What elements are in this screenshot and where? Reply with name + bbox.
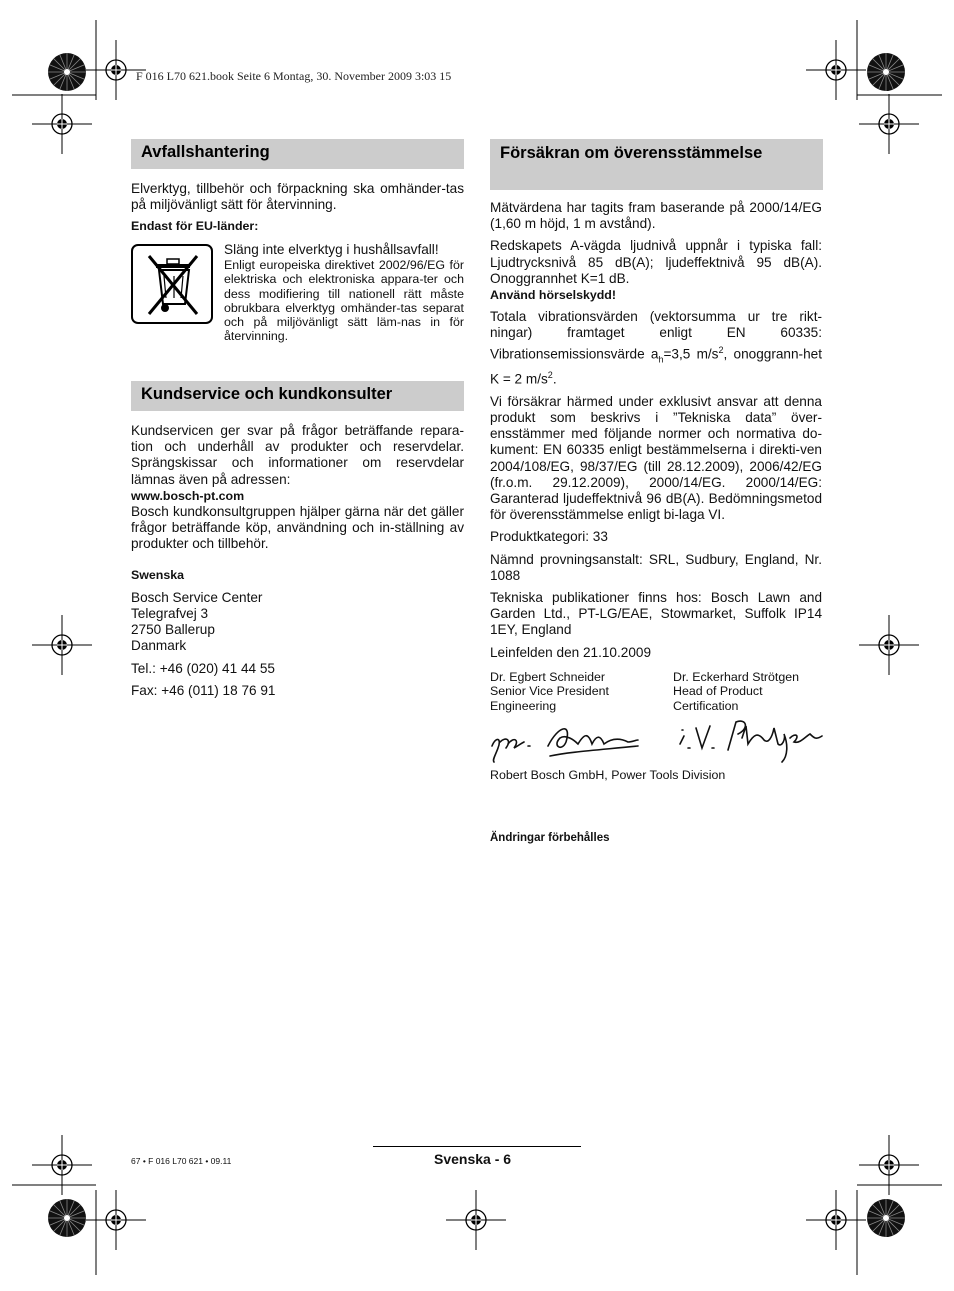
signer-title: Head of Product xyxy=(673,684,763,699)
vibration-values: Totala vibrationsvärden (vektorsumma ur tre rikt-ningar) framtaget enligt EN 60335: Vibrationsemissionsvärde $a_h=3,5$ $m/s^2$, onoggrann-het K = 2 $m/s^2$. xyxy=(490,309,822,387)
signer-1 xyxy=(490,670,660,713)
disposal-warning: Släng inte elverktyg i hushållsavfall! xyxy=(224,242,439,257)
signer-name: Dr. Egbert Schneider xyxy=(490,670,606,684)
place-date: Leinfelden den 21.10.2009 xyxy=(490,644,652,660)
technical-file: Tekniska publikationer finns hos: Bosch Lawn and Garden Ltd., PT-LG/EAE, Stowmarket, Suffolk IP14 1EY, England xyxy=(490,590,822,638)
registration-mark-icon xyxy=(32,94,92,154)
signature-strotgen xyxy=(676,714,826,766)
color-wheel-icon xyxy=(867,1199,905,1237)
color-wheel-icon xyxy=(48,1199,86,1237)
conformity-statement: Vi försäkrar härmed under exklusivt ansvar att denna produkt som beskrivs i ”Tekniska data” över-ensstämmer med följande normer och normativa do-kument: EN 60335 enligt bestämmelserna i direkti-ven 2004/108/EG, 98/37/EG (till 28.12.2009), 2006/42/EG (fr.o.m. 29.12.2009), 2000/14/EG. 2000/14/EG: Garanterad ljudeffektnivå 96 dB(A). Bedömningsmetod för överensstämmelse enligt bi-laga VI. xyxy=(490,393,822,523)
kundkonsult-text: Bosch kundkonsultgruppen hjälper gärna när det gäller frågor beträffande köp, användning och in-ställning av produkter och tillbehör. xyxy=(131,504,464,552)
changes-reserved: Ändringar förbehålles xyxy=(490,832,610,844)
signer-2 xyxy=(673,670,833,713)
file-info-header: F 016 L70 621.book Seite 6 Montag, 30. November 2009 3:03 15 xyxy=(136,69,452,83)
signer-name: Dr. Eckerhard Strötgen xyxy=(673,670,800,684)
address-line: Danmark xyxy=(131,638,187,654)
signer-department: Engineering xyxy=(490,698,557,713)
disposal-directive: Enligt europeiska direktivet 2002/96/EG för elektriska och elektroniska appara-ter och dess modifiering till nationell rätt måste obrukbara elverktyg omhänder-tas separat och på miljövänligt sätt läm-nas in för återvinning. xyxy=(224,258,464,344)
avfall-intro: Elverktyg, tillbehör och förpackning ska omhänder-tas på miljövänligt sätt för återvinning. xyxy=(131,181,464,213)
avfall-block xyxy=(131,181,464,235)
measurement-basis: Mätvärdena har tagits fram baserande på 2000/14/EG (1,60 m höjd, 1 m avstånd). xyxy=(490,200,822,232)
signer-department: Certification xyxy=(673,698,739,713)
section-title-forsakran: Försäkran om överensstämmelse xyxy=(490,139,823,190)
registration-mark-icon xyxy=(859,94,919,154)
website-link[interactable]: www.bosch-pt.com xyxy=(131,488,245,503)
registration-mark-icon xyxy=(859,615,919,675)
section-title-avfallshantering: Avfallshantering xyxy=(131,139,464,169)
address-line: Telegrafvej 3 xyxy=(131,606,209,622)
product-category: Produktkategori: 33 xyxy=(490,529,608,545)
signature-schneider xyxy=(488,716,648,766)
footer-code: 67 • F 016 L70 621 • 09.11 xyxy=(131,1156,232,1166)
registration-mark-icon xyxy=(446,1190,506,1250)
noise-levels: Redskapets A-vägda ljudnivå uppnår i typiska fall: Ljudtrycksnivå 85 dB(A); ljudeffektnivå 95 dB(A). Onoggrannhet K=1 dB. xyxy=(490,238,822,286)
service-address xyxy=(131,590,464,655)
color-wheel-icon xyxy=(867,53,905,91)
crossed-out-wheelie-bin-icon xyxy=(131,244,213,324)
notified-body: Nämnd provningsanstalt: SRL, Sudbury, England, Nr. 1088 xyxy=(490,551,822,583)
signer-title: Senior Vice President xyxy=(490,684,609,699)
address-line: 2750 Ballerup xyxy=(131,622,215,638)
declaration-block xyxy=(490,200,822,661)
company-name: Robert Bosch GmbH, Power Tools Division xyxy=(490,768,726,782)
registration-mark-icon xyxy=(32,615,92,675)
registration-mark-icon xyxy=(86,1190,146,1250)
fax-number: Fax: +46 (011) 18 76 91 xyxy=(131,682,276,698)
country-heading: Swenska xyxy=(131,567,185,582)
kundservice-intro: Kundservicen ger svar på frågor beträffande repara-tion och underhåll av produkter och reservdelar. Sprängskissar och informationer om reservdelar lämnas även på adressen: xyxy=(131,423,464,487)
color-wheel-icon xyxy=(48,53,86,91)
kundservice-block xyxy=(131,423,464,699)
section-title-kundservice: Kundservice och kundkonsulter xyxy=(131,381,464,411)
address-line: Bosch Service Center xyxy=(131,589,263,605)
hearing-protection: Använd hörselskydd! xyxy=(490,288,616,303)
avfall-disposal-text xyxy=(224,242,464,343)
phone-number: Tel.: +46 (020) 41 44 55 xyxy=(131,660,275,676)
eu-heading: Endast för EU-länder: xyxy=(131,219,259,234)
footer-rule xyxy=(373,1146,581,1147)
page-number: Svenska - 6 xyxy=(434,1151,512,1167)
registration-mark-icon xyxy=(32,1135,92,1195)
registration-mark-icon xyxy=(859,1135,919,1195)
